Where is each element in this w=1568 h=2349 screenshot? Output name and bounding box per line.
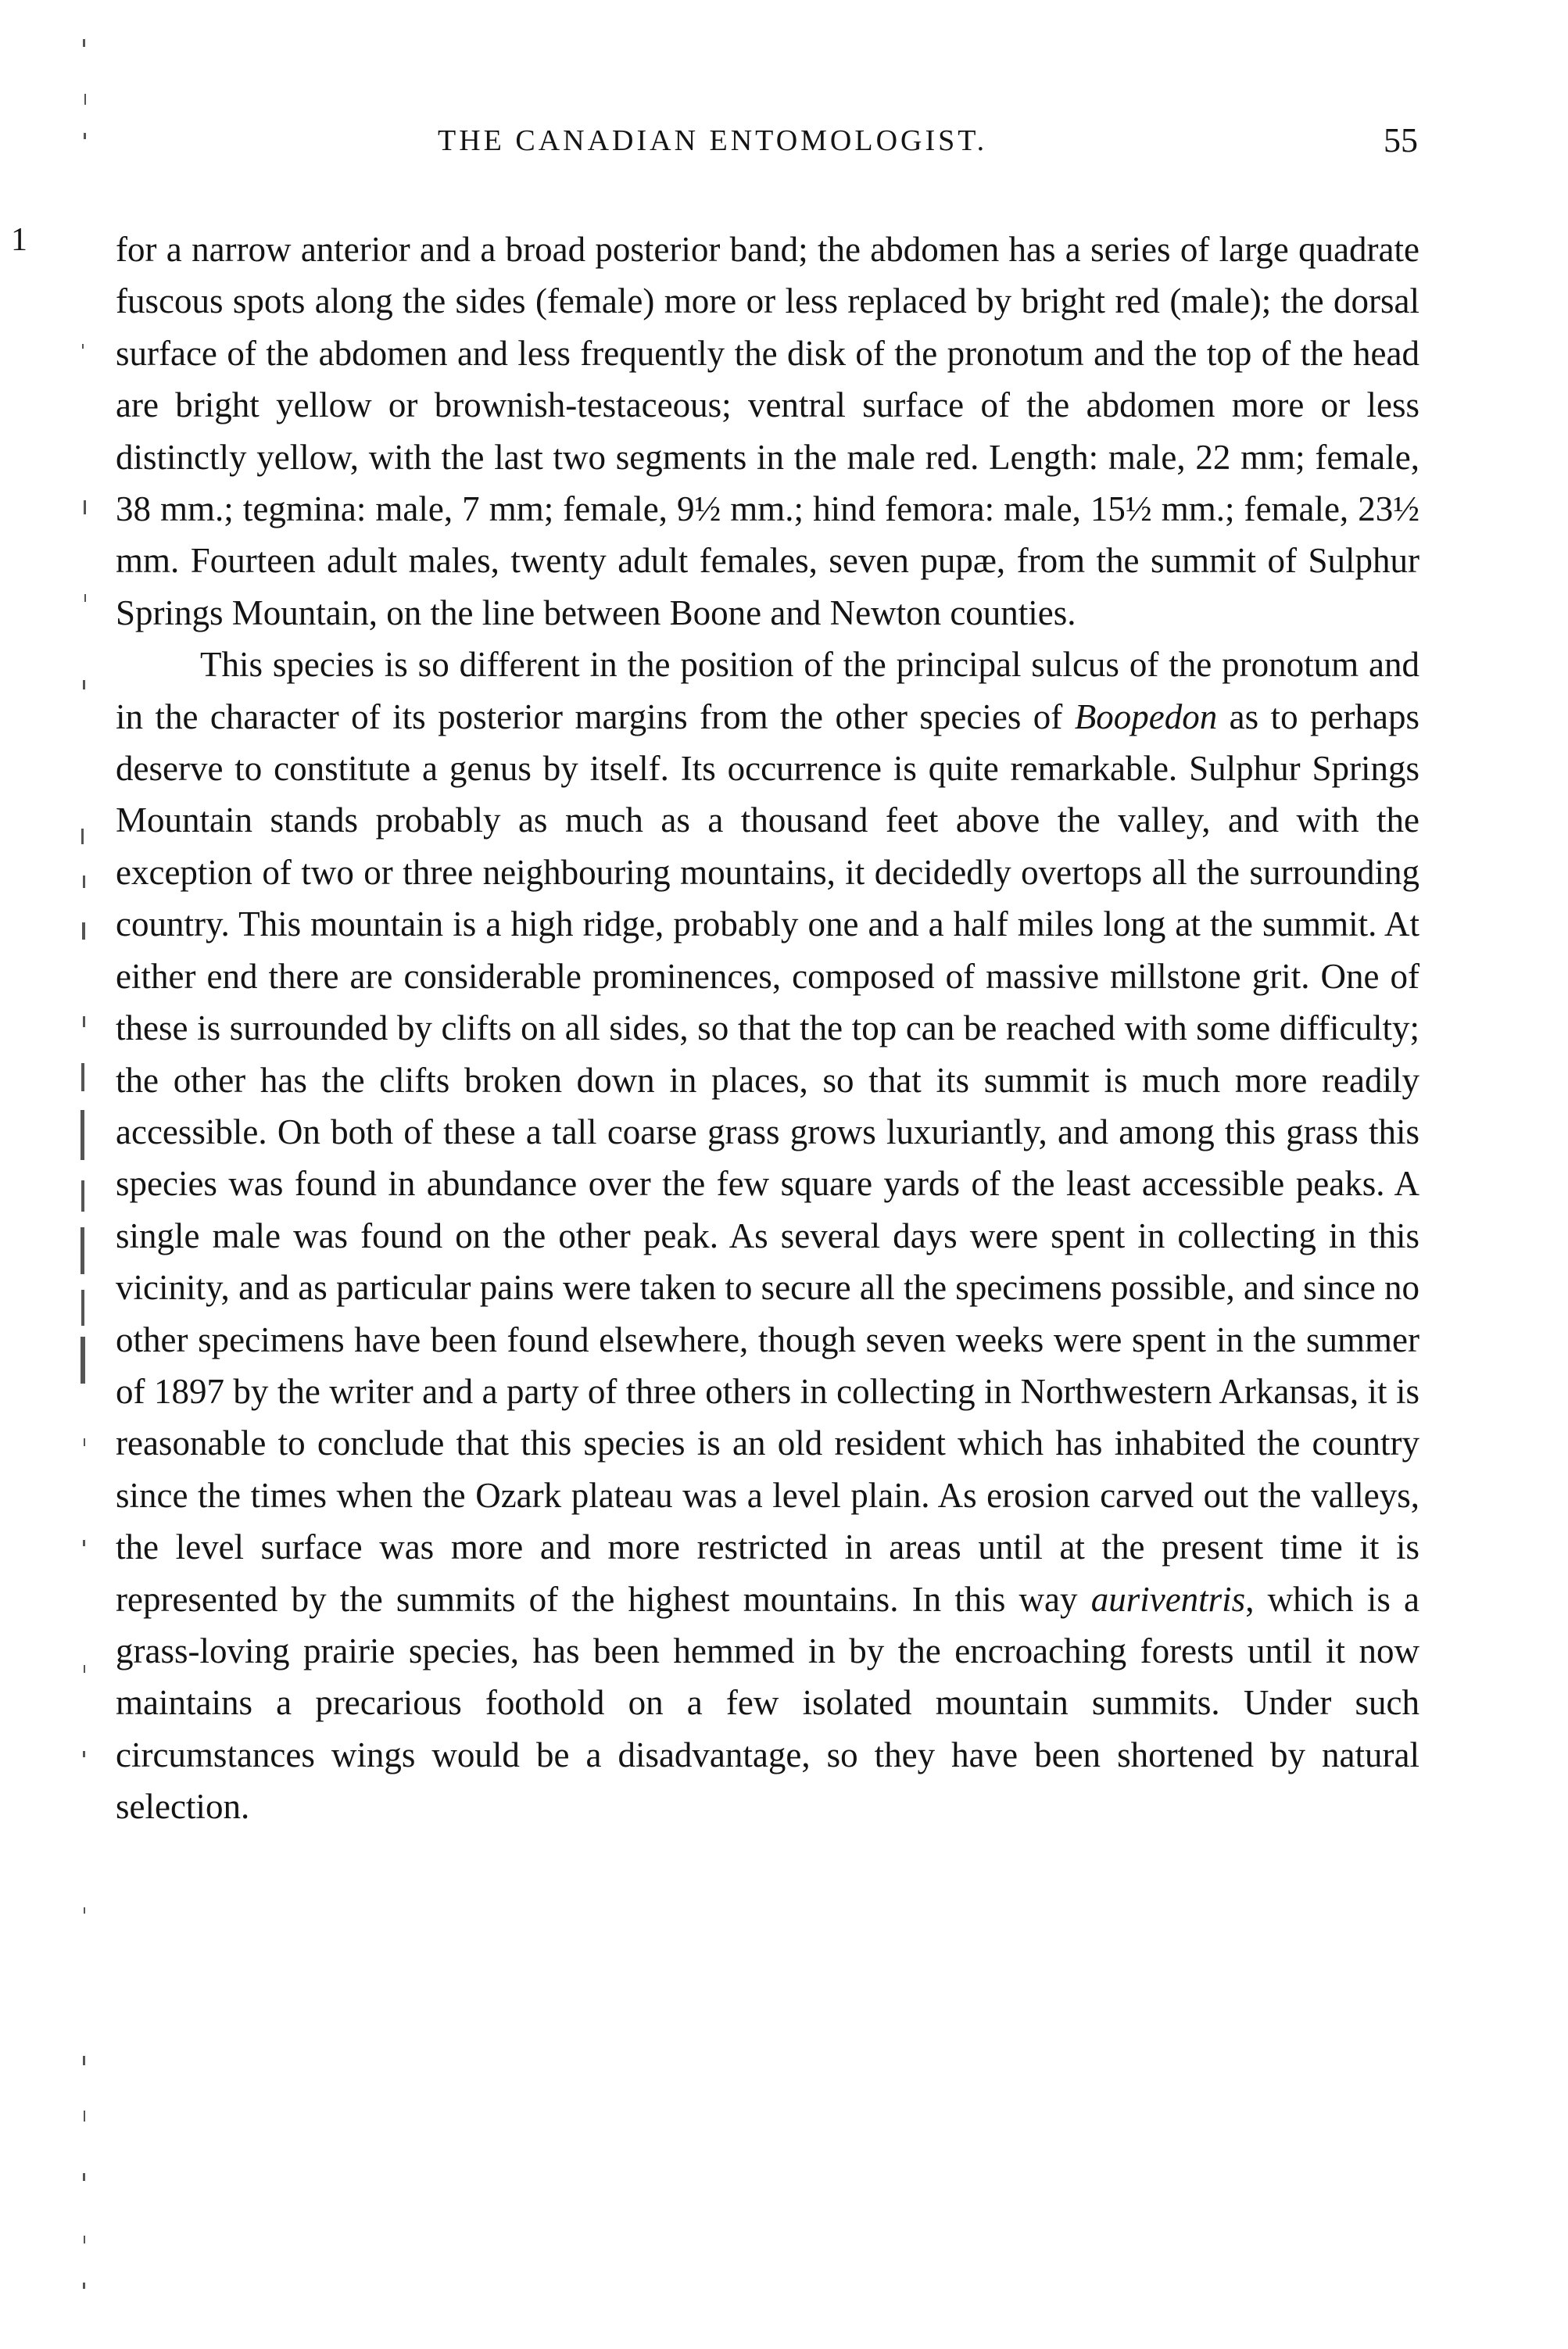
taxon-name: auriventris bbox=[1090, 1579, 1246, 1619]
text-run: , which is a grass-loving prairie species, has been hemmed in by the encroaching forests until it now maintains a precarious foothold on a few isolated mountain summits. Under such circumstances wings would be a disadvantage, so they have been shortened by natural selection. bbox=[116, 1579, 1419, 1827]
margin-mark: 1 bbox=[11, 222, 27, 258]
running-title: THE CANADIAN ENTOMOLOGIST. bbox=[438, 124, 988, 157]
paragraph bbox=[116, 639, 1419, 1832]
article-body bbox=[116, 224, 1419, 1833]
paragraph bbox=[116, 224, 1419, 639]
text-run: as to perhaps deserve to constitute a genus by itself. Its occurrence is quite remarkable. Sulphur Springs Mountain stands probably as much as a thousand feet above the valley, and with the exception of two or three neighbouring mountains, it decidedly overtops all the surrounding country. This mountain is a high ridge, probably one and a half miles long at the summit. At either end there are considerable prominences, composed of massive millstone grit. One of these is surrounded by clifts on all sides, so that the top can be reached with some difficulty; the other has the clifts broken down in places, so that its summit is much more readily accessible. On both of these a tall coarse grass grows luxuriantly, and among this grass this species was found in abundance over the few square yards of the least accessible peaks. A single male was found on the other peak. As several days were spent in collecting in this vicinity, and as particular pains were taken to secure all the specimens possible, and since no other specimens have been found elsewhere, though seven weeks were spent in the summer of 1897 by the writer and a party of three others in collecting in Northwestern Arkansas, it is reasonable to conclude that this species is an old resident which has inhabited the country since the times when the Ozark plateau was a level plain. As erosion carved out the valleys, the level surface was more and more restricted in areas until at the present time it is represented by the summits of the highest mountains. In this way bbox=[116, 696, 1419, 1619]
scan-edge-speckles bbox=[77, 31, 94, 2322]
page-number: 55 bbox=[1384, 121, 1418, 159]
text-run: This species is so different in the position of the principal sulcus of the pronotum and in the character of its posterior margins from the other species of bbox=[116, 645, 1419, 736]
taxon-name: Boopedon bbox=[1074, 696, 1218, 736]
running-head bbox=[0, 117, 1568, 164]
text-run: for a narrow anterior and a broad posterior band; the abdomen has a series of large quadrate fuscous spots along the sides (female) more or less replaced by bright red (male); the dorsal surface of the abdomen and less frequently the disk of the pronotum and the top of the head are bright yellow or brownish-testaceous; ventral surface of the abdomen more or less distinctly yellow, with the last two segments in the male red. Length: male, 22 mm; female, 38 mm.; tegmina: male, 7 mm; female, 9½ mm.; hind femora: male, 15½ mm.; female, 23½ mm. Fourteen adult males, twenty adult females, seven pupæ, from the summit of Sulphur Springs Mountain, on the line between Boone and Newton counties. bbox=[116, 230, 1419, 632]
